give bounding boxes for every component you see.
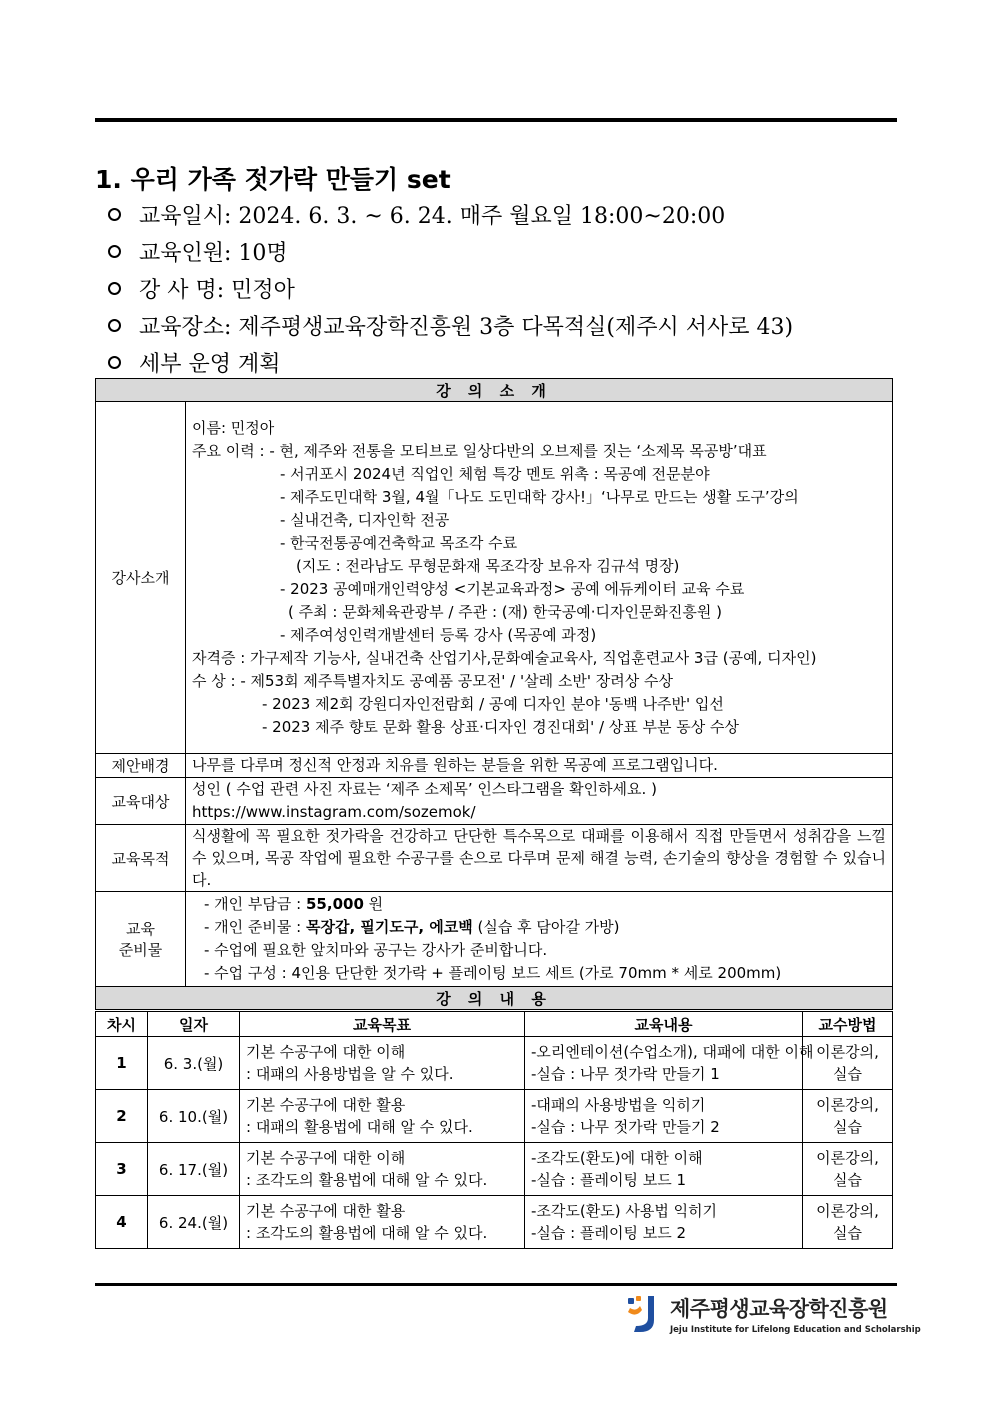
- table-row: [96, 1090, 893, 1143]
- circle-bullet-icon: [108, 208, 121, 221]
- info-item-location: 교육장소: 제주평생교육장학진흥원 3층 다목적실(제주시 서사로 43): [108, 307, 793, 344]
- award-item: - 2023 제2회 강원디자인전람회 / 공예 디자인 분야 '동백 나주반' 입선: [262, 694, 724, 713]
- bottom-rule: [95, 1283, 897, 1286]
- session-number: 2: [96, 1090, 148, 1143]
- license-line: 자격증 : 가구제작 기능사, 실내건축 산업기사,문화예술교육사, 직업훈련교사 3급 (공예, 디자인): [192, 648, 817, 667]
- table-row: [96, 1037, 893, 1090]
- page-title: 1. 우리 가족 젓가락 만들기 set: [95, 165, 451, 194]
- info-list: [108, 196, 793, 381]
- session-content: -조각도(환도)에 대한 이해 -실습 : 플레이팅 보드 1: [525, 1143, 803, 1196]
- prep-line: - 개인 준비물 : 목장갑, 필기도구, 에코백 (실습 후 담아갈 가방): [204, 918, 620, 936]
- row-label-purpose: 교육목적: [96, 825, 186, 892]
- session-content: -오리엔테이션(수업소개), 대패에 대한 이해 -실습 : 나무 젓가락 만들기 1: [525, 1037, 803, 1090]
- target-detail: [186, 778, 893, 825]
- career-item: - 2023 공예매개인력양성 <기본교육과정> 공예 에듀케이터 교육 수료: [280, 579, 745, 598]
- composition-line: - 수업 구성 : 4인용 단단한 젓가락 + 플레이팅 보드 세트 (가로 70mm * 세로 200mm): [204, 964, 782, 982]
- materials-detail: [186, 892, 893, 987]
- session-method: 이론강의, 실습: [803, 1090, 893, 1143]
- col-header-session: 차시: [96, 1012, 148, 1037]
- session-method: 이론강의, 실습: [803, 1037, 893, 1090]
- table-row: [96, 1143, 893, 1196]
- info-item-date: 교육일시: 2024. 6. 3. ~ 6. 24. 매주 월요일 18:00~20:00: [108, 196, 793, 233]
- background-text: 나무를 다루며 정신적 안정과 치유를 원하는 분들을 위한 목공예 프로그램입니다.: [186, 754, 893, 778]
- org-name-english: Jeju Institute for Lifelong Education and Scholarship: [670, 1325, 921, 1335]
- session-number: 4: [96, 1196, 148, 1249]
- award-item: - 2023 제주 향토 문화 활용 상표·디자인 경진대회' / 상표 부분 동상 수상: [262, 717, 740, 736]
- row-label-target: 교육대상: [96, 778, 186, 825]
- row-label-materials: 교육 준비물: [96, 892, 186, 987]
- row-label-background: 제안배경: [96, 754, 186, 778]
- section-header-content: 강 의 내 용: [96, 987, 893, 1010]
- career-item: - 한국전통공예건축학교 목조각 수료: [280, 533, 518, 552]
- col-header-date: 일자: [148, 1012, 240, 1037]
- purpose-text: 식생활에 꼭 필요한 젓가락을 건강하고 단단한 특수목으로 대패를 이용해서 직접 만들면서 성취감을 느낄 수 있으며, 목공 작업에 필요한 수공구를 손으로 다루며 문제 해결 능력, 손기술의 향상을 경험할 수 있습니다.: [186, 825, 893, 892]
- info-item-plan: 세부 운영 계획: [108, 344, 793, 381]
- session-number: 1: [96, 1037, 148, 1090]
- col-header-content: 교육내용: [525, 1012, 803, 1037]
- org-emblem-icon: [624, 1292, 664, 1336]
- col-header-method: 교수방법: [803, 1012, 893, 1037]
- session-date: 6. 17.(월): [148, 1143, 240, 1196]
- circle-bullet-icon: [108, 319, 121, 332]
- award-heading: 수 상 : - 제53회 제주특별자치도 공예품 공모전' / '살레 소반' 장려상 수상: [192, 671, 673, 690]
- tools-line: - 수업에 필요한 앞치마와 공구는 강사가 준비합니다.: [204, 941, 548, 959]
- session-goal: 기본 수공구에 대한 활용 : 대패의 활용법에 대해 알 수 있다.: [240, 1090, 525, 1143]
- career-item: - 실내건축, 디자인학 전공: [280, 510, 450, 529]
- info-item-instructor: 강 사 명: 민정아: [108, 270, 793, 307]
- session-date: 6. 24.(월): [148, 1196, 240, 1249]
- career-heading: 주요 이력 : - 현, 제주와 전통을 모티브로 일상다반의 오브제를 짓는 ‘소제목 목공방’대표: [192, 441, 767, 460]
- session-goal: 기본 수공구에 대한 활용 : 조각도의 활용법에 대해 알 수 있다.: [240, 1196, 525, 1249]
- table-row: [96, 1196, 893, 1249]
- career-item: - 서귀포시 2024년 직업인 체험 특강 멘토 위촉 : 목공예 전문분야: [280, 464, 710, 483]
- session-date: 6. 3.(월): [148, 1037, 240, 1090]
- instructor-detail: [186, 402, 893, 754]
- session-number: 3: [96, 1143, 148, 1196]
- session-content: -조각도(환도) 사용법 익히기 -실습 : 플레이팅 보드 2: [525, 1196, 803, 1249]
- overview-table: [95, 378, 893, 1010]
- session-method: 이론강의, 실습: [803, 1196, 893, 1249]
- session-method: 이론강의, 실습: [803, 1143, 893, 1196]
- instagram-link[interactable]: https://www.instagram.com/sozemok/: [192, 803, 476, 821]
- row-label-instructor: 강사소개: [96, 402, 186, 754]
- fee-line: - 개인 부담금 : 55,000 원: [204, 895, 384, 913]
- circle-bullet-icon: [108, 282, 121, 295]
- target-text: 성인 ( 수업 관련 사진 자료는 ‘제주 소제목’ 인스타그램을 확인하세요. ): [192, 780, 657, 798]
- session-date: 6. 10.(월): [148, 1090, 240, 1143]
- fee-value: 55,000: [306, 895, 364, 913]
- org-logo: [624, 1292, 921, 1336]
- col-header-goal: 교육목표: [240, 1012, 525, 1037]
- career-item-note: ( 주최 : 문화체육관광부 / 주관 : (재) 한국공예·디자인문화진흥원 ): [288, 602, 723, 621]
- top-rule: [95, 118, 897, 122]
- career-item: - 제주도민대학 3월, 4월「나도 도민대학 강사!」‘나무로 만드는 생활 도구’강의: [280, 487, 799, 506]
- session-goal: 기본 수공구에 대한 이해 : 조각도의 활용법에 대해 알 수 있다.: [240, 1143, 525, 1196]
- career-item: - 제주여성인력개발센터 등록 강사 (목공예 과정): [280, 625, 597, 644]
- info-item-capacity: 교육인원: 10명: [108, 233, 793, 270]
- section-header-overview: 강 의 소 개: [96, 379, 893, 402]
- org-name-korean: 제주평생교육장학진흥원: [670, 1297, 888, 1321]
- instructor-name: 이름: 민정아: [192, 418, 275, 437]
- lesson-header-row: [96, 1012, 893, 1037]
- session-goal: 기본 수공구에 대한 이해 : 대패의 사용방법을 알 수 있다.: [240, 1037, 525, 1090]
- career-item-note: (지도 : 전라남도 무형문화재 목조각장 보유자 김규석 명장): [296, 556, 680, 575]
- circle-bullet-icon: [108, 356, 121, 369]
- session-content: -대패의 사용방법을 익히기 -실습 : 나무 젓가락 만들기 2: [525, 1090, 803, 1143]
- circle-bullet-icon: [108, 245, 121, 258]
- lesson-table: [95, 1011, 893, 1249]
- prep-items: 목장갑, 필기도구, 에코백: [306, 918, 473, 936]
